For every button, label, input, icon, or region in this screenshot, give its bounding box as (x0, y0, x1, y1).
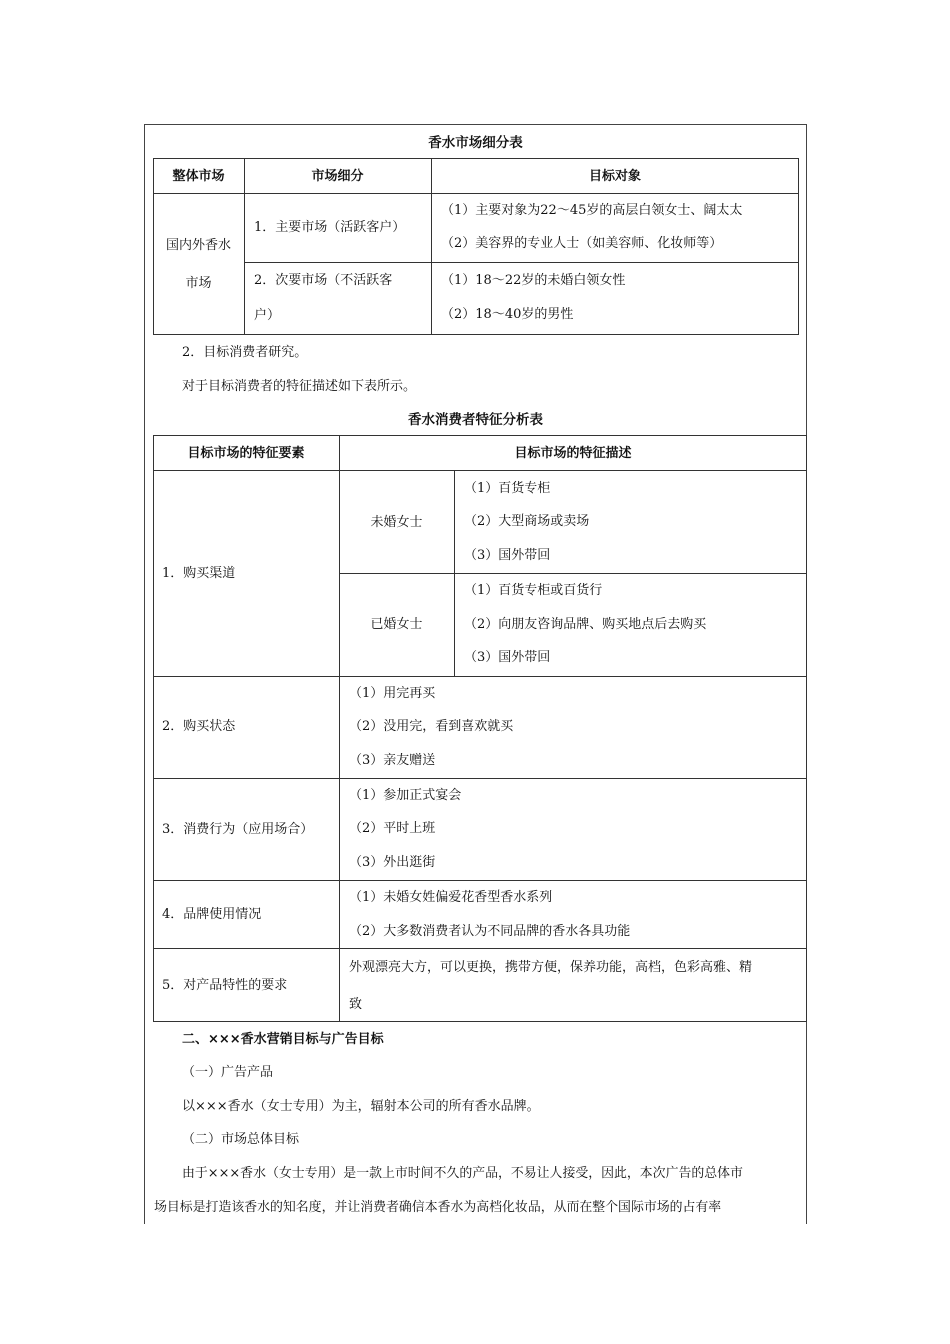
section2-sub2-line-1: 由于×××香水（女士专用）是一款上市时间不久的产品，不易让人接受，因此，本次广告的总体市 (182, 1166, 743, 1181)
table1-segment-1: 1．主要市场（活跃客户） (254, 220, 406, 235)
table1-col-line-2 (431, 158, 432, 335)
table2-factor-behavior: 3．消费行为（应用场合） (162, 822, 314, 837)
table2-status-item-3: （3）亲友赠送 (349, 753, 436, 768)
table2-factor-channel: 1．购买渠道 (162, 566, 236, 581)
table2-married-item-1: （1）百货专柜或百货行 (464, 583, 603, 598)
table2-status-item-2: （2）没用完，看到喜欢就买 (349, 719, 514, 734)
table1-header-segment: 市场细分 (311, 169, 364, 184)
table2-title: 香水消费者特征分析表 (408, 412, 543, 428)
table2-behavior-item-2: （2）平时上班 (349, 821, 436, 836)
table2-unmarried-item-2: （2）大型商场或卖场 (464, 514, 590, 529)
table1-target-2-2: （2）18～40岁的男性 (441, 307, 574, 322)
table2-row-line-2 (153, 778, 807, 779)
table2-married-item-2: （2）向朋友咨询品牌、购买地点后去购买 (464, 617, 707, 632)
section2-sub2: （二）市场总体目标 (182, 1132, 300, 1147)
table2-row-line-3 (153, 880, 807, 881)
table1-target-2-1: （1）18～22岁的未婚白领女性 (441, 273, 626, 288)
table2-requirements-line-1: 外观漂亮大方，可以更换，携带方便，保养功能，高档，色彩高雅、精 (349, 960, 753, 975)
table2-group-unmarried: 未婚女士 (370, 515, 423, 530)
table1-header-target: 目标对象 (588, 169, 641, 184)
section2-sub1: （一）广告产品 (182, 1065, 274, 1080)
table1-segment-2-cont: 户） (254, 308, 281, 323)
table2-unmarried-item-1: （1）百货专柜 (464, 481, 551, 496)
table2-factor-status: 2．购买状态 (162, 719, 236, 734)
table1-row-line (244, 262, 799, 263)
paragraph-table-intro: 对于目标消费者的特征描述如下表所示。 (182, 379, 417, 394)
table2-factor-requirements: 5．对产品特性的要求 (162, 978, 288, 993)
table2-unmarried-item-3: （3）国外带回 (464, 548, 551, 563)
table2-brand-item-1: （1）未婚女姓偏爱花香型香水系列 (349, 890, 553, 905)
table2-brand-item-2: （2）大多数消费者认为不同品牌的香水各具功能 (349, 924, 631, 939)
table2-factor-brand: 4．品牌使用情况 (162, 907, 262, 922)
table1-overall-market-cont: 市场 (185, 276, 212, 291)
table2-header-factor: 目标市场的特征要素 (187, 446, 305, 461)
table2-behavior-item-3: （3）外出逛街 (349, 855, 436, 870)
table1-title: 香水市场细分表 (428, 135, 523, 151)
table2-row-line-4 (153, 948, 807, 949)
table2-behavior-item-1: （1）参加正式宴会 (349, 788, 462, 803)
table1-target-1-1: （1）主要对象为22～45岁的高层白领女士、阔太太 (441, 203, 743, 218)
paragraph-target-research: 2．目标消费者研究。 (182, 345, 308, 360)
table2-header-description: 目标市场的特征描述 (514, 446, 632, 461)
table1-header-line (153, 193, 799, 194)
section2-sub1-text: 以×××香水（女士专用）为主，辐射本公司的所有香水品牌。 (182, 1099, 540, 1114)
table2-married-item-3: （3）国外带回 (464, 650, 551, 665)
table2-status-item-1: （1）用完再买 (349, 686, 436, 701)
table1-header-overall: 整体市场 (172, 169, 225, 184)
table2-subrow-line (339, 573, 807, 574)
table2-row-line-1 (153, 676, 807, 677)
table2-header-line (153, 470, 807, 471)
table2-requirements-line-2: 致 (349, 997, 363, 1012)
table1-target-1-2: （2）美容界的专业人士（如美容师、化妆师等） (441, 236, 723, 251)
table2-group-married: 已婚女士 (370, 617, 423, 632)
table1-segment-2: 2．次要市场（不活跃客 (254, 273, 393, 288)
table1-col-line-1 (244, 158, 245, 335)
table1-overall-market: 国内外香水 (165, 238, 231, 253)
section2-sub2-line-2: 场目标是打造该香水的知名度，并让消费者确信本香水为高档化妆品，从而在整个国际市场的占有率 (154, 1200, 722, 1215)
section2-heading: 二、×××香水营销目标与广告目标 (182, 1032, 384, 1047)
